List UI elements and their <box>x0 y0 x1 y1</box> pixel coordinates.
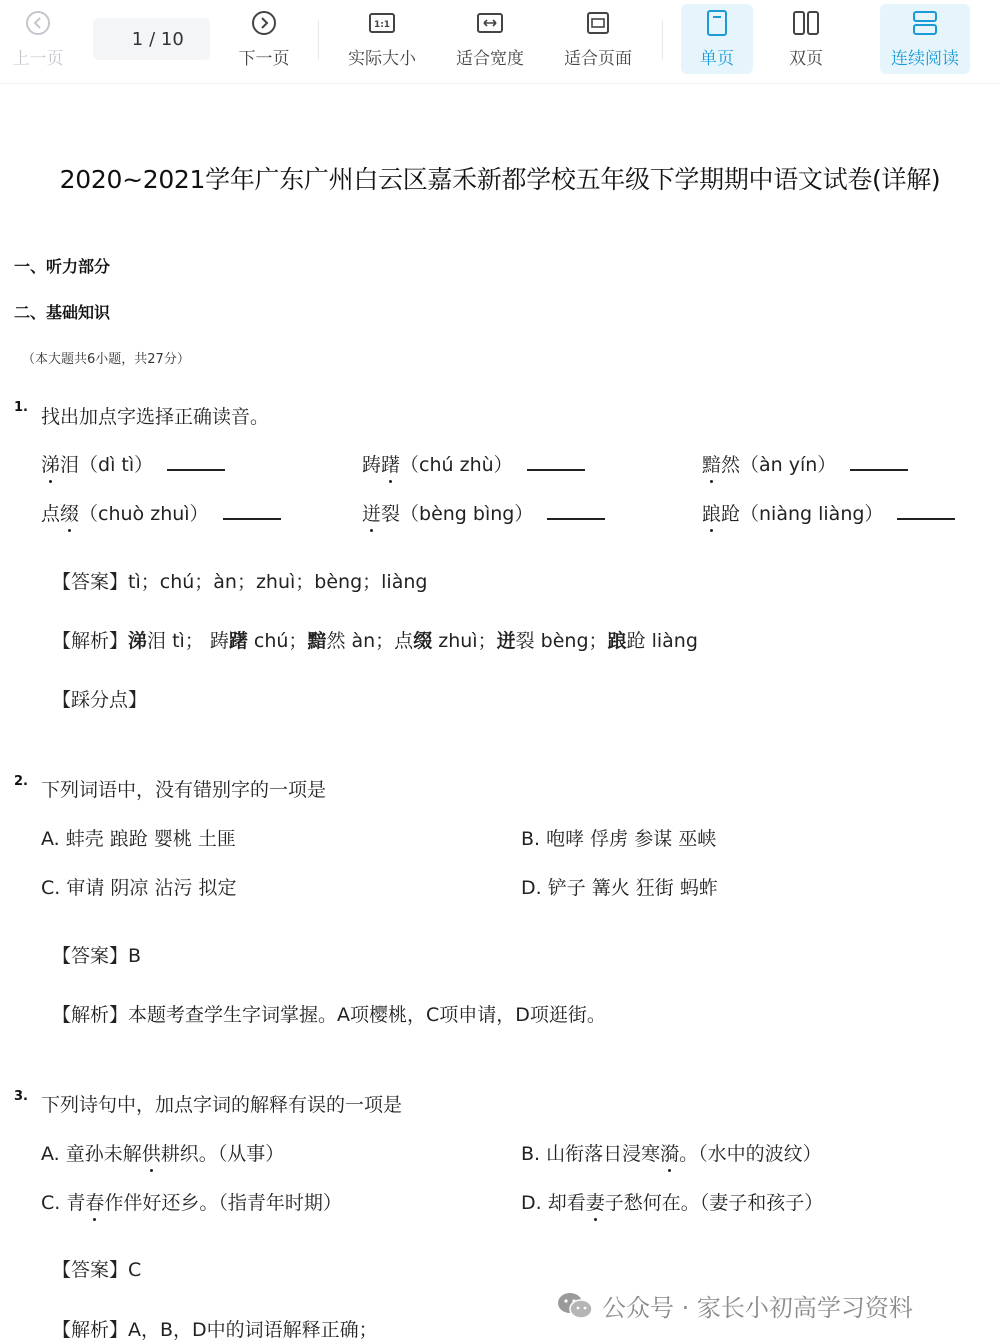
question-text: 找出加点字选择正确读音。 <box>41 406 270 428</box>
document-page <box>0 84 1000 1344</box>
scoring-points-line: 【踩分点】 <box>52 689 148 711</box>
actual-size-label: 实际大小 <box>348 49 416 69</box>
double-page-button[interactable] <box>772 4 840 74</box>
page-indicator <box>93 18 210 60</box>
toolbar-divider <box>318 20 319 60</box>
page-number-input[interactable] <box>119 29 143 50</box>
fit-page-icon <box>585 4 611 42</box>
section-note: （本大题共6小题，共27分） <box>22 352 190 367</box>
answer-line: 【答案】tì；chú；àn；zhuì；bèng；liàng <box>52 571 428 593</box>
question-number: 1. <box>14 400 28 415</box>
pinyin-item: 黯然（àn yín） <box>702 450 908 477</box>
page-total: / 10 <box>149 28 184 50</box>
viewer-toolbar <box>0 0 1000 84</box>
actual-size-icon <box>368 4 396 42</box>
pinyin-item: 踉跄（niàng liàng） <box>702 499 955 526</box>
single-page-button[interactable] <box>681 4 753 74</box>
fit-width-button[interactable] <box>450 4 530 74</box>
answer-line: 【答案】C <box>52 1259 142 1281</box>
double-page-label: 双页 <box>789 49 823 69</box>
single-page-icon <box>705 4 729 42</box>
answer-blank <box>527 467 585 471</box>
answer-blank <box>223 516 281 520</box>
option-d: D. 铲子 篝火 狂街 蚂蚱 <box>521 877 718 899</box>
option-c: C. 青春作伴好还乡。（指青年时期） <box>41 1192 342 1214</box>
svg-text:1:1: 1:1 <box>373 20 391 30</box>
continuous-reading-label: 连续阅读 <box>891 49 959 69</box>
prev-page-button[interactable] <box>10 4 66 74</box>
answer-blank <box>167 467 225 471</box>
option-d: D. 却看妻子愁何在。（妻子和孩子） <box>521 1192 824 1214</box>
pinyin-item: 涕泪（dì tì） <box>41 450 225 477</box>
fit-width-icon <box>476 4 504 42</box>
option-a: A. 童孙未解供耕织。（从事） <box>41 1143 285 1165</box>
watermark <box>556 1288 913 1323</box>
analysis-line: 【解析】涕泪 tì； 踌躇 chú；黯然 àn；点缀 zhuì；迸裂 bèng；踉跄 liàng <box>52 630 698 652</box>
watermark-text: 公众号 · 家长小初高学习资料 <box>602 1294 913 1322</box>
fit-width-label: 适合宽度 <box>456 49 524 69</box>
analysis-line: 【解析】A，B，D中的词语解释正确； <box>52 1319 378 1341</box>
answer-line: 【答案】B <box>52 945 142 967</box>
document-title: 2020~2021学年广东广州白云区嘉禾新都学校五年级下学期期中语文试卷(详解) <box>59 165 941 194</box>
pinyin-item: 迸裂（bèng bìng） <box>362 499 605 526</box>
fit-page-label: 适合页面 <box>564 49 632 69</box>
next-page-label: 下一页 <box>238 49 290 69</box>
analysis-line: 【解析】本题考查学生字词掌握。A项樱桃，C项申请，D项逛街。 <box>52 1004 606 1026</box>
next-page-button[interactable] <box>234 4 294 74</box>
prev-page-label: 上一页 <box>12 49 64 69</box>
continuous-reading-icon <box>911 4 939 42</box>
question-text: 下列诗句中，加点字词的解释有误的一项是 <box>41 1094 403 1116</box>
chevron-left-circle-icon <box>25 4 51 42</box>
single-page-label: 单页 <box>700 49 734 69</box>
option-b: B. 山衔落日浸寒漪。（水中的波纹） <box>521 1143 822 1165</box>
answer-blank <box>897 516 955 520</box>
continuous-reading-button[interactable] <box>880 4 970 74</box>
pinyin-item: 踌躇（chú zhù） <box>362 450 585 477</box>
fit-page-button[interactable] <box>558 4 638 74</box>
pinyin-item: 点缀（chuò zhuì） <box>41 499 281 526</box>
double-page-icon <box>792 4 820 42</box>
actual-size-button[interactable] <box>342 4 422 74</box>
option-a: A. 蚌壳 踉跄 婴桃 土匪 <box>41 828 236 850</box>
section-heading-listening: 一、听力部分 <box>14 257 111 276</box>
question-number: 3. <box>14 1089 28 1104</box>
toolbar-divider <box>662 20 663 60</box>
option-c: C. 审请 阴凉 沾污 拟定 <box>41 877 237 899</box>
question-text: 下列词语中，没有错别字的一项是 <box>41 779 327 801</box>
answer-blank <box>850 467 908 471</box>
option-b: B. 咆哮 俘虏 参谋 巫峡 <box>521 828 717 850</box>
question-number: 2. <box>14 774 28 789</box>
section-heading-basics: 二、基础知识 <box>14 303 111 322</box>
answer-blank <box>547 516 605 520</box>
chevron-right-circle-icon <box>251 4 277 42</box>
wechat-icon <box>556 1291 594 1321</box>
